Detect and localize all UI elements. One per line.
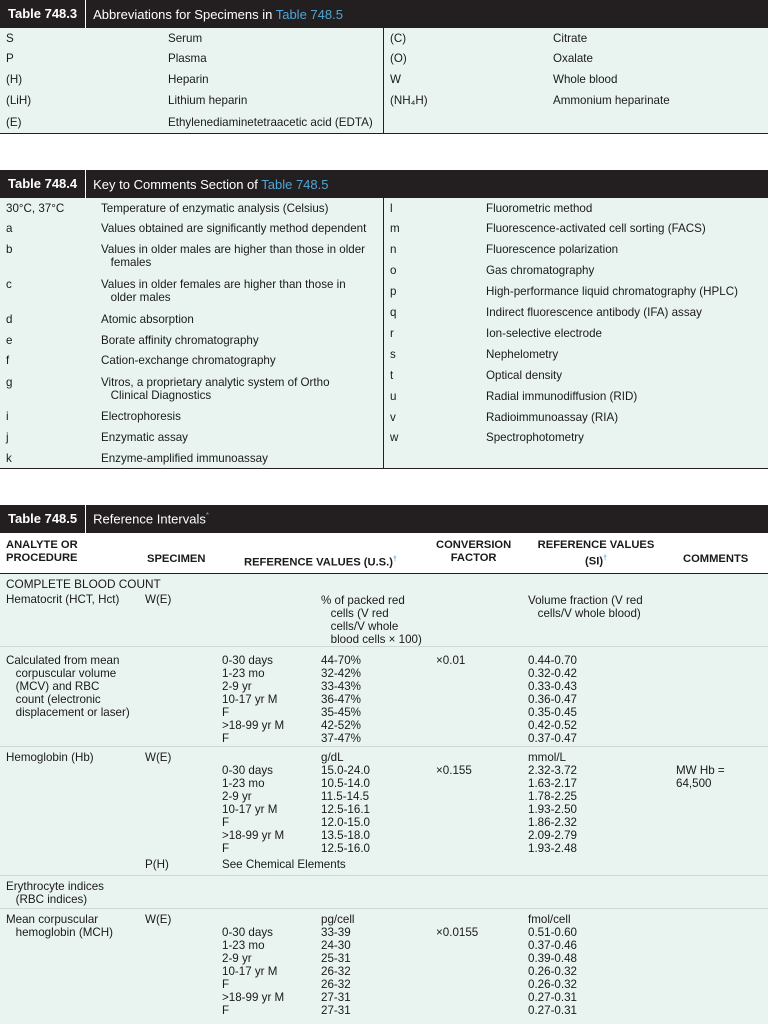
abbreviation: S [6, 32, 14, 45]
comment-description: Values in older females are higher than those in older males [101, 278, 346, 304]
comment-description: Spectrophotometry [486, 431, 584, 444]
si-unit: Volume fraction (V red cells/V whole blood) [528, 594, 643, 620]
specimen: W(E) [145, 913, 172, 926]
us-unit: g/dL [321, 751, 344, 764]
header-text: REFERENCE VALUES (SI) [537, 539, 655, 568]
us-unit: pg/cell [321, 913, 355, 926]
si-values: 2.32-3.72 1.63-2.17 1.78-2.25 1.93-2.50 1.86-2.32 2.09-2.79 1.93-2.48 [528, 764, 577, 855]
table-body [0, 574, 768, 1024]
table-748-4 [0, 170, 768, 468]
comment-description: Temperature of enzymatic analysis (Celsius) [101, 202, 329, 215]
comment-key: n [390, 243, 397, 256]
column-divider [383, 28, 384, 133]
us-unit: % of packed red cells (V red cells/V whole blood cells × 100) [321, 594, 422, 646]
table-title [86, 511, 209, 526]
comment-key: s [390, 348, 396, 361]
comment-description: Atomic absorption [101, 313, 194, 326]
row-divider [0, 746, 768, 747]
table-header [0, 505, 768, 533]
table-reference-link[interactable]: Table 748.5 [275, 6, 343, 22]
abbreviation: (LiH) [6, 94, 32, 107]
header-specimen: SPECIMEN [147, 553, 206, 565]
comment-description: Borate affinity chromatography [101, 334, 259, 347]
table-748-3 [0, 0, 768, 133]
conversion-factor: ×0.0155 [436, 926, 479, 939]
header-reference-si [536, 539, 656, 569]
table-header [0, 170, 768, 198]
abbreviation: (E) [6, 116, 22, 129]
comment-description: Indirect fluorescence antibody (IFA) assay [486, 306, 702, 319]
table-number: Table 748.4 [0, 170, 86, 198]
comment-key: w [390, 431, 399, 444]
header-conversion: CONVERSION FACTOR [436, 539, 512, 564]
comment-description: Values in older males are higher than those in older females [101, 243, 366, 269]
specimen-name: Citrate [553, 32, 588, 45]
comment-key: b [6, 243, 13, 256]
row-divider [0, 875, 768, 876]
abbreviation: (NH₄H) [390, 94, 428, 107]
comment-description: Radioimmunoassay (RIA) [486, 411, 619, 424]
abbreviation: (H) [6, 73, 23, 86]
table-reference-link[interactable]: Table 748.5 [261, 176, 329, 192]
specimen-name: Plasma [168, 52, 207, 65]
abbreviation: P [6, 52, 14, 65]
us-values: 15.0-24.0 10.5-14.0 11.5-14.5 12.5-16.1 12.0-15.0 13.5-18.0 12.5-16.0 [321, 764, 370, 855]
comment-description: Radial immunodiffusion (RID) [486, 390, 638, 403]
comment-key: m [390, 222, 400, 235]
comment-key: c [6, 278, 12, 291]
footnote-mark: † [392, 556, 397, 563]
footnote-mark: † [603, 555, 607, 562]
row-divider [0, 646, 768, 647]
comment-description: Nephelometry [486, 348, 559, 361]
table-bottom-rule [0, 133, 768, 134]
header-text: REFERENCE VALUES (U.S.) [244, 556, 393, 569]
specimen-name: Oxalate [553, 52, 593, 65]
specimen-name: Whole blood [553, 73, 618, 86]
age-groups: 0-30 days 1-23 mo 2-9 yr 10-17 yr M F >18-99 yr M F [222, 764, 285, 855]
column-divider [383, 198, 384, 468]
comment: MW Hb = 64,500 [676, 764, 725, 790]
comment-key: t [390, 369, 394, 382]
comment-key: r [390, 327, 394, 340]
comment-description: Ion-selective electrode [486, 327, 602, 340]
footnote-mark: * [205, 511, 209, 521]
comment-description: Vitros, a proprietary analytic system of Ortho Clinical Diagnostics [101, 376, 330, 402]
conversion-factor: ×0.01 [436, 654, 466, 667]
comment-description: Enzymatic assay [101, 431, 188, 444]
comment-key: k [6, 452, 12, 465]
table-number: Table 748.5 [0, 505, 86, 533]
analyte: Hematocrit (HCT, Hct) [6, 593, 120, 606]
us-values: 33-39 24-30 25-31 26-32 26-32 27-31 27-31 [321, 926, 351, 1017]
abbreviation: W [390, 73, 401, 86]
abbreviation: (O) [390, 52, 407, 65]
table-body [0, 198, 768, 468]
comment-key: g [6, 376, 13, 389]
si-values: 0.51-0.60 0.37-0.46 0.39-0.48 0.26-0.32 0.26-0.32 0.27-0.31 0.27-0.31 [528, 926, 577, 1017]
specimen-name: Ethylenediaminetetraacetic acid (EDTA) [168, 116, 373, 129]
section-label: COMPLETE BLOOD COUNT [6, 577, 161, 591]
header-analyte: ANALYTE OR PROCEDURE [6, 539, 78, 564]
row-divider [0, 908, 768, 909]
specimen-name: Serum [168, 32, 203, 45]
comment-key: d [6, 313, 13, 326]
specimen: W(E) [145, 751, 172, 764]
comment-key: o [390, 264, 397, 277]
specimen: W(E) [145, 593, 172, 606]
table-body [0, 28, 768, 133]
si-unit: fmol/cell [528, 913, 571, 926]
comment-description: Fluorescence-activated cell sorting (FACS) [486, 222, 706, 235]
si-unit: mmol/L [528, 751, 567, 764]
column-headers [0, 533, 768, 573]
comment-key: j [6, 431, 9, 444]
table-bottom-rule [0, 468, 768, 469]
comment-key: a [6, 222, 13, 235]
table-title [86, 7, 343, 22]
analyte: Mean corpuscular hemoglobin (MCH) [6, 913, 113, 939]
conversion-factor: ×0.155 [436, 764, 472, 777]
table-header [0, 0, 768, 28]
age-groups: 0-30 days 1-23 mo 2-9 yr 10-17 yr M F >18-99 yr M F [222, 654, 285, 745]
analyte: Erythrocyte indices (RBC indices) [6, 880, 104, 906]
comment-key: 30°C, 37°C [6, 202, 65, 215]
comment-key: f [6, 354, 10, 367]
table-748-5 [0, 505, 768, 1024]
comment-description: Optical density [486, 369, 563, 382]
comment-description: Cation-exchange chromatography [101, 354, 276, 367]
comment-description: Enzyme-amplified immunoassay [101, 452, 268, 465]
comment-description: High-performance liquid chromatography (HPLC) [486, 285, 738, 298]
specimen-name: Lithium heparin [168, 94, 248, 107]
comment-description: Electrophoresis [101, 410, 181, 423]
specimen-name: Ammonium heparinate [553, 94, 670, 107]
comment-description: Fluorescence polarization [486, 243, 619, 256]
comment-key: v [390, 411, 396, 424]
specimen: P(H) [145, 858, 169, 871]
header-reference-us [244, 553, 397, 570]
specimen-name: Heparin [168, 73, 209, 86]
cross-reference: See Chemical Elements [222, 858, 346, 871]
header-comments: COMMENTS [683, 553, 749, 565]
title-text: Key to Comments Section of [93, 176, 262, 192]
title-text: Abbreviations for Specimens in [93, 6, 276, 22]
analyte: Hemoglobin (Hb) [6, 751, 94, 764]
comment-key: i [6, 410, 9, 423]
comment-description: Fluorometric method [486, 202, 593, 215]
age-groups: 0-30 days 1-23 mo 2-9 yr 10-17 yr M F >18-99 yr M F [222, 926, 285, 1017]
comment-key: u [390, 390, 397, 403]
analyte: Calculated from mean corpuscular volume (MCV) and RBC count (electronic displacement or laser) [6, 654, 130, 719]
abbreviation: (C) [390, 32, 407, 45]
comment-description: Values obtained are significantly method dependent [101, 222, 367, 235]
title-text: Reference Intervals [93, 511, 206, 527]
comment-key: p [390, 285, 397, 298]
comment-key: q [390, 306, 397, 319]
comment-description: Gas chromatography [486, 264, 595, 277]
table-number: Table 748.3 [0, 0, 86, 28]
comment-key: e [6, 334, 13, 347]
table-title [86, 177, 328, 192]
us-values: 44-70% 32-42% 33-43% 36-47% 35-45% 42-52% 37-47% [321, 654, 361, 745]
comment-key: l [390, 202, 393, 215]
si-values: 0.44-0.70 0.32-0.42 0.33-0.43 0.36-0.47 0.35-0.45 0.42-0.52 0.37-0.47 [528, 654, 577, 745]
